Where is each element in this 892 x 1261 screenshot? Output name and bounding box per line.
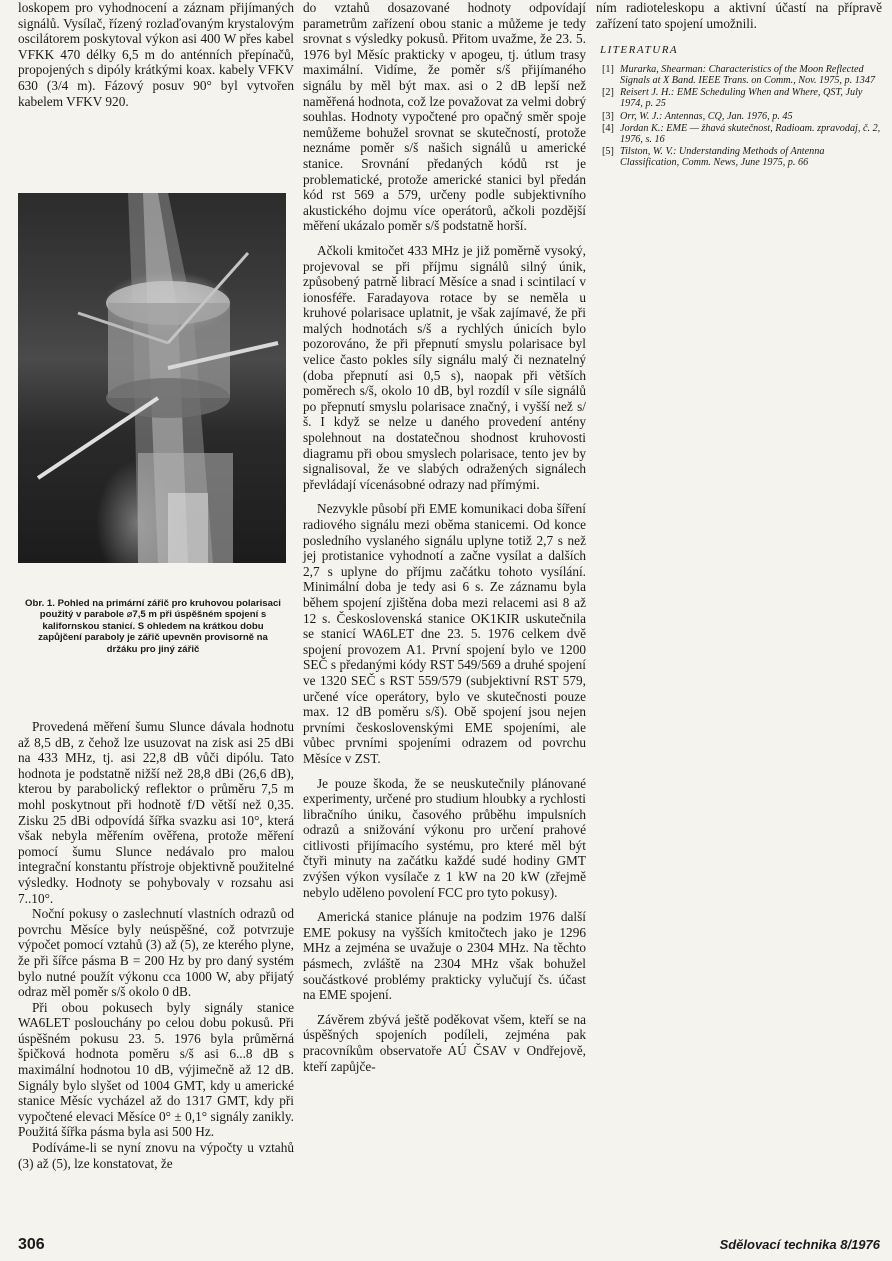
reference-item [596, 123, 882, 145]
column-3 [596, 0, 882, 169]
reference-text: Murarka, Shearman: Characteristics of the Moon Reflected Signals at X Band. IEEE Trans. on Comm., Nov. 1975, p. 1347 [620, 64, 876, 87]
page-number: 306 [18, 1236, 45, 1253]
paragraph: Závěrem zbývá ještě poděkovat všem, kteří se na úspěšných spojeních podíleli, zejména pak pracovníkům observatoře AÚ ČSAV v Ondřejově, kteří zapůjče- [303, 1011, 586, 1074]
reference-item [596, 111, 882, 122]
paragraph: Americká stanice plánuje na podzim 1976 další EME pokusy na vyšších kmitočtech jako je 1296 MHz a zejména se uvažuje o 2304 MHz. Na těchto pásmech, zvláště na 2304 MHz však bohužel součástkové problémy prakticky vylučují čs. účast na EME spojení. [303, 909, 586, 1003]
reference-number: [4] [602, 122, 614, 134]
reference-number: [5] [602, 145, 614, 157]
reference-item [596, 87, 882, 109]
reference-number: [1] [602, 64, 614, 76]
references-heading: LITERATURA [600, 44, 679, 57]
figure-caption: Obr. 1. Pohled na primární zářič pro kruhovou polarisaci použitý v parabole ⌀7,5 m při úspěšném spojení s kalifornskou stanicí. S ohledem na krátkou dobu zapůjčení paraboly je zářič upevněn provisorně na držáku pro jiný zářič [25, 598, 281, 655]
journal-footer: Sdělovací technika 8/1976 [719, 1237, 880, 1252]
paragraph: Ačkoli kmitočet 433 MHz je již poměrně vysoký, projevoval se při příjmu signálů silný únik, způsobený patrně librací Měsíce a snad i scintilací v ionosféře. Faradayova rotace by se neměla u kruhové polarisace uplatnit, je však zajímavé, že při malých hodnotách s/š a rychlých únicích bylo pozorováno, že při přepnutí smyslu polarisace byl velice často pokles síly signálu malý či neznatelný (doba přepnutí asi 0,5 s), naopak při větších poměrech s/š, okolo 10 dB, byl rozdíl v síle signálů po přepnutí smyslu polarisace značný, i vyšší než s/š. I když se nelze u daného provedení antény spolehnout na dostatečnou shodnost kruhovosti diagramu při obou smyslech polarisace, tento jev by signalisoval, že ve slabých odražených signálech převládají vícenásobné odrazy nad přímými. [303, 242, 586, 492]
reference-text: Reisert J. H.: EME Scheduling When and Where, QST, July 1974, p. 25 [620, 87, 863, 110]
reference-number: [3] [602, 110, 614, 122]
figure-photo [18, 193, 286, 563]
paragraph: Při obou pokusech byly signály stanice WA6LET poslouchány po celou dobu pokusů. Při úspěšném pokusu 23. 5. 1976 byla průměrná špičková hodnota poměru s/š asi 6...8 dB s maximální hodnotou 10 dB, výjimečně až 12 dB. Signály bylo slyšet od 1004 GMT, kdy u americké stanice Měsíc vycházel až do 1317 GMT, kdy při vypočtené elevaci Měsíce 0° ± 0,1° signály zanikly. Použitá šířka pásma byla asi 500 Hz. [18, 999, 294, 1140]
references-list [596, 64, 882, 168]
paragraph: Nezvykle působí při EME komunikaci doba šíření radiového signálu mezi oběma stanicemi. Od konce posledního vyslaného signálu uplyne totiž 2,7 s než jej protistanice vyhodnotí a začne vysílat a dalších 2,7 s uplyne do příjmu začátku tohoto vysílání. Minimální doba je tedy asi 6 s. Ze záznamu byla během spojení zjištěna doba mezi relacemi asi 8 až 12 s. Československá stanice OK1KIR uskutečnila se stanicí WA6LET dne 23. 5. 1976 celkem dvě spojení provozem A1. První spojení bylo ve 1200 SEČ s předanými kódy RST 549/569 a druhé spojení ve 1320 SEČ s RST 559/579 (subjektivní RST 579, určené více operátory, bylo ve skutečnosti pouze max. 12 dB poměru s/š). Obě spojení jsou nejen prvními československými EME spojeními, ale vůbec prvními spojeními odrazem od povrchu Měsíce v ZST. [303, 501, 586, 766]
column-1-lower [18, 719, 294, 1171]
reference-item [596, 146, 882, 168]
reference-number: [2] [602, 87, 614, 99]
paragraph: Je pouze škoda, že se neuskutečnily plánované experimenty, určené pro studium hloubky a rychlosti libračního úniku, časového průběhu impulsních odrazů a snižování výkonu pro určení prahové citlivosti přijímacího systému, pro které měl být čtyři minuty na začátku každé sudé hodiny GMT zvýšen výkon vysílače z 1 kW na 20 kW (zřejmě nebylo uděleno povolení FCC pro tyto pokusy). [303, 775, 586, 900]
antenna-feed-illustration [18, 193, 286, 563]
paragraph: loskopem pro vyhodnocení a záznam přijímaných signálů. Vysílač, řízený rozlaďovaným krystalovým oscilátorem poskytoval výkon asi 400 W přes kabel VFKK 470 délky 6,5 m do anténních přepínačů, propojených s dipóly krátkými koax. kabely VFKV 630 (3/4 m). Fázový posuv 90° byl vytvořen kabelem VFKV 920. [18, 0, 294, 109]
reference-item [596, 64, 882, 86]
paragraph: Noční pokusy o zaslechnutí vlastních odrazů od povrchu Měsíce byly neúspěšné, což potvrzuje výpočet pomocí vztahů (3) až (5), ze kterého plyne, že při šířce pásma B = 200 Hz by pro daný systém bylo nutné použít výkonu cca 1000 W, aby přijatý odraz měl poměr s/š okolo 0 dB. [18, 906, 294, 1000]
paragraph: Provedená měření šumu Slunce dávala hodnotu až 8,5 dB, z čehož lze usuzovat na zisk asi 25 dBi na 433 MHz, tj. asi 22,8 dB vůči dipólu. Tato hodnota je podstatně nižší než 28,8 dBi (26,6 dB), kterou by parabolický reflektor o průměru 7,5 m mohl poskytnout při hodnotě f/D větší než 0,35. Zisku 25 dBi odpovídá šířka svazku asi 10°, která však nebyla měřením ověřena, protože měření pomocí šumu Slunce nedávalo pro malou integrační konstantu přístroje objektivně použitelné výsledky. Hodnoty se pohybovaly v rozsahu asi 7..10°. [18, 719, 294, 906]
paragraph: Podíváme-li se nyní znovu na výpočty u vztahů (3) až (5), lze konstatovat, že [18, 1140, 294, 1171]
reference-text: Jordan K.: EME — žhavá skutečnost, Radioam. zpravodaj, č. 2, 1976, s. 16 [620, 122, 881, 145]
column-1 [18, 0, 294, 109]
paragraph: ním radioteleskopu a aktivní účastí na přípravě zařízení tato spojení umožnili. [596, 0, 882, 31]
reference-text: Orr, W. J.: Antennas, CQ, Jan. 1976, p. 45 [620, 110, 793, 122]
reference-text: Tilston, W. V.: Understanding Methods of Antenna Classification, Comm. News, June 1975, p. 66 [620, 145, 825, 168]
paragraph: do vztahů dosazované hodnoty odpovídají parametrům zařízení obou stanic a můžeme je tedy srovnat s výsledky pokusů. Přitom uvažme, že 23. 5. 1976 byl Měsíc prakticky v apogeu, tj. útlum trasy maximální. Vidíme, že poměr s/š přijímaného signálu by měl být max. asi o 2 dB lepší než naměřená hodnota, což lze považovat za velmi dobrý souhlas. Hodnoty vypočtené pro opačný směr spoje nemůžeme bohužel srovnat se skutečností, protože neznáme poměr s/š našich signálů u americké stanice. Srovnání předaných kódů rst je problematické, protože americké stanici byl předán kód rst 569 a 579, určeny podle subjektivního akustického dojmu více operátorů, ačkoli pozdější měření ukázalo poměr s/š podstatně horší. [303, 0, 586, 234]
column-2 [303, 0, 586, 1074]
